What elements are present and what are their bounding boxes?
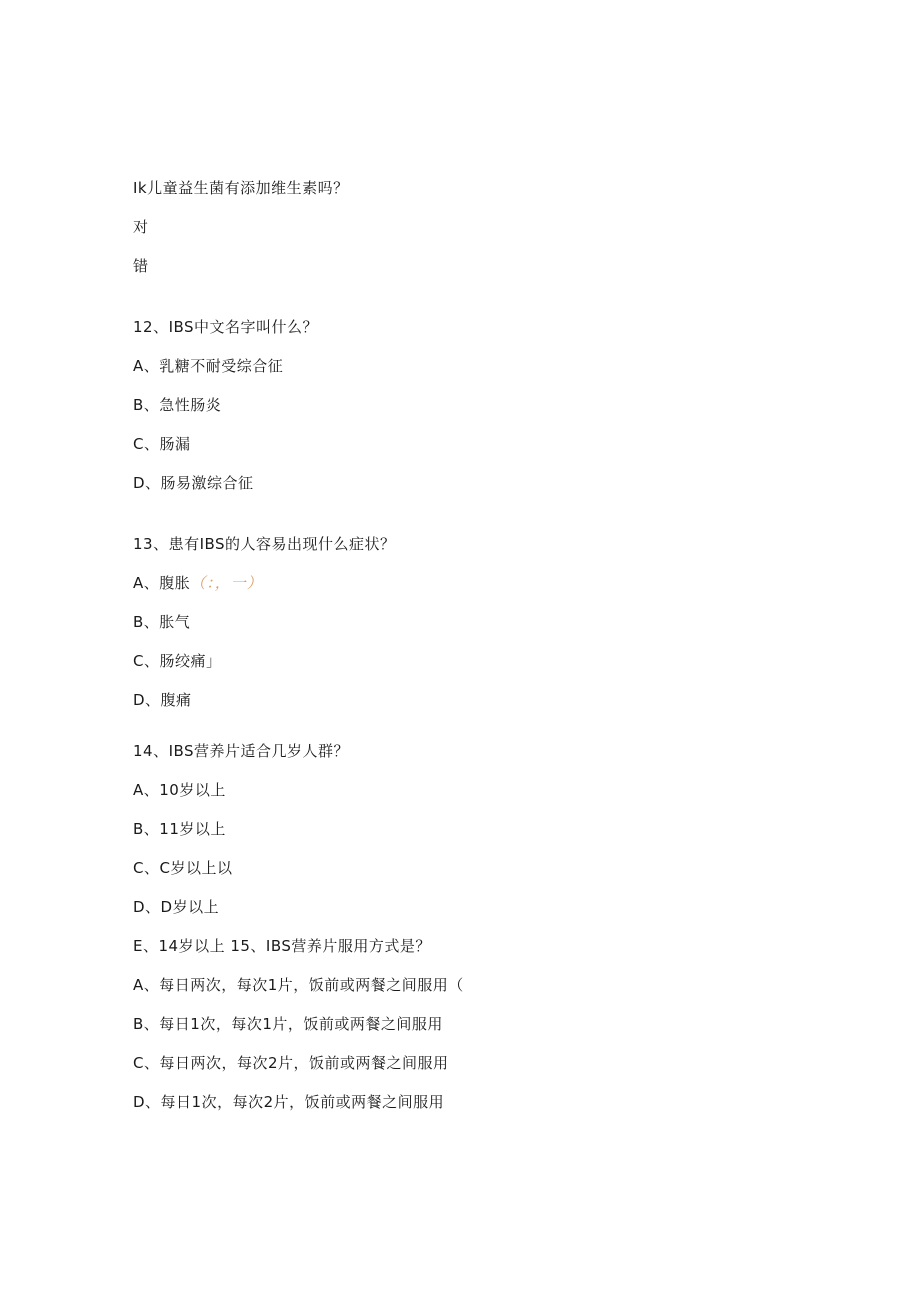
question-11-option-false: 错 — [133, 257, 149, 275]
question-11-text: Ik儿童益生菌有添加维生素吗？ — [133, 179, 349, 197]
question-13-option-a-label: A、腹胀 — [133, 574, 191, 592]
question-14-option-b: B、11岁以上 — [133, 820, 226, 838]
question-12-option-d: D、肠易激综合征 — [133, 474, 254, 492]
question-15-option-b: B、每日1次，每次1片，饭前或两餐之间服用 — [133, 1015, 443, 1033]
question-13-option-b: B、胀气 — [133, 613, 191, 631]
question-14-option-d: D、D岁以上 — [133, 898, 220, 916]
question-13-option-d: D、腹痛 — [133, 691, 192, 709]
question-11-option-true: 对 — [133, 218, 149, 236]
question-14-option-a: A、10岁以上 — [133, 781, 226, 799]
question-15-option-d: D、每日1次，每次2片，饭前或两餐之间服用 — [133, 1093, 445, 1111]
question-14-text: 14、IBS营养片适合几岁人群？ — [133, 742, 350, 760]
question-13-option-a — [133, 573, 263, 593]
question-12-text: 12、IBS中文名字叫什么？ — [133, 318, 319, 336]
handwritten-mark: （：，一） — [190, 574, 263, 592]
question-15-option-c: C、每日两次，每次2片，饭前或两餐之间服用 — [133, 1054, 449, 1072]
question-14-option-c: C、C岁以上以 — [133, 859, 233, 877]
question-12-option-b: B、急性肠炎 — [133, 396, 222, 414]
question-13-option-c: C、肠绞痛」 — [133, 652, 222, 670]
question-12-option-a: A、乳糖不耐受综合征 — [133, 357, 284, 375]
question-12-option-c: C、肠漏 — [133, 435, 191, 453]
question-13-text: 13、患有IBS的人容易出现什么症状？ — [133, 535, 396, 553]
question-14-option-e: E、14岁以上 15、IBS营养片服用方式是？ — [133, 937, 431, 955]
question-15-option-a: A、每日两次，每次1片，饭前或两餐之间服用（ — [133, 976, 464, 994]
